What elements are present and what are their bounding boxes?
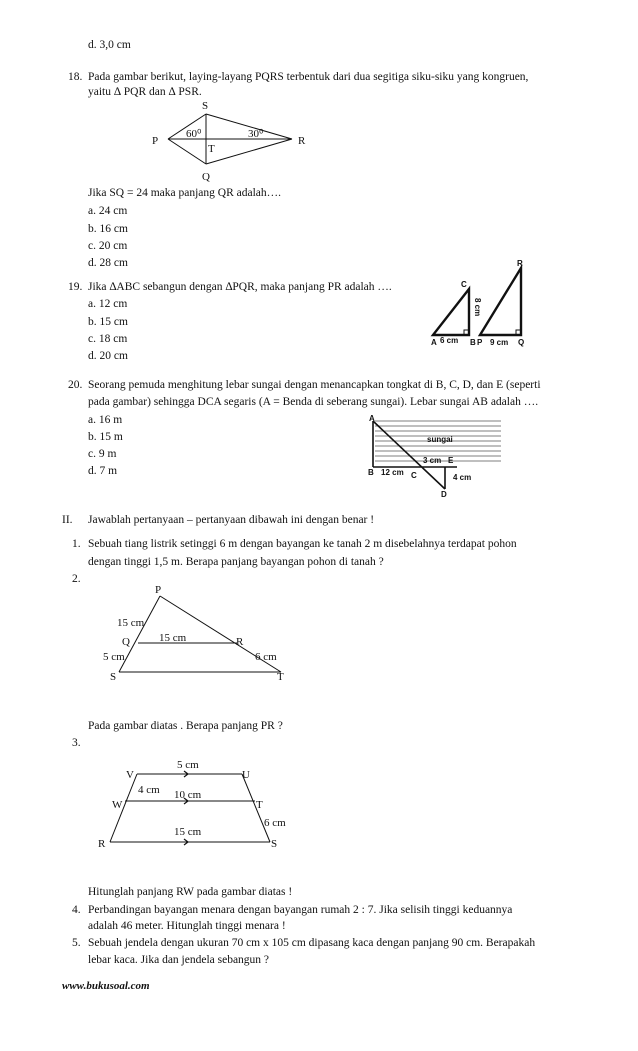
edge-ps — [119, 596, 160, 672]
kite-edge-qp — [168, 139, 206, 164]
river-label-d: D — [441, 490, 447, 497]
tri-label-q: Q — [518, 338, 525, 347]
fig2-label-rt: 6 cm — [255, 651, 277, 663]
e3-question: Hitunglah panjang RW pada gambar diatas ! — [88, 886, 293, 898]
fig2-label-q: Q — [122, 636, 130, 648]
tri-label-ab: 6 cm — [440, 336, 459, 345]
section2-heading: Jawablah pertanyaan – pertanyaan dibawah ini dengan benar ! — [88, 514, 375, 526]
river-label-ce: 3 cm — [423, 456, 442, 465]
tri-label-p: P — [477, 338, 483, 347]
fig3-label-t: T — [256, 799, 263, 811]
river-label-e: E — [448, 456, 454, 465]
fig3-label-r: R — [98, 838, 106, 850]
e5-text-line1: Sebuah jendela dengan ukuran 70 cm x 105 cm dipasang kaca dengan panjang 90 cm. Berapakah — [88, 937, 536, 949]
e5-text-line2: lebar kaca. Jika dan jendela sebangun ? — [88, 954, 270, 966]
q17-option-d: d. 3,0 cm — [88, 39, 131, 51]
q18-option-a: a. 24 cm — [88, 205, 128, 217]
footer-site-link[interactable]: www.bukusoal.com — [62, 980, 150, 992]
tri-label-bc: 8 cm — [473, 298, 482, 317]
triangle-abc — [433, 289, 469, 335]
fig2-label-s: S — [110, 671, 117, 683]
triangle-pqr — [480, 268, 521, 335]
kite-label-r: R — [298, 135, 306, 147]
river-label-ed: 4 cm — [453, 473, 472, 482]
kite-label-p: P — [152, 135, 159, 147]
e2-triangle-figure — [95, 583, 305, 683]
q20-option-a: a. 16 m — [88, 414, 123, 426]
fig3-label-ts: 6 cm — [264, 817, 286, 829]
kite-angle-r: 30⁰ — [248, 128, 264, 140]
e1-text-line1: Sebuah tiang listrik setinggi 6 m dengan bayangan ke tanah 2 m disebelahnya terdapat pohon — [88, 538, 517, 550]
tri-label-pq: 9 cm — [490, 338, 509, 347]
e1-text-line2: dengan tinggi 1,5 m. Berapa panjang bayangan pohon di tanah ? — [88, 556, 384, 568]
fig2-label-t: T — [277, 671, 284, 683]
e1-number: 1. — [72, 538, 81, 550]
e4-text-line2: adalah 46 meter. Hitunglah tinggi menara ! — [88, 920, 286, 932]
fig3-label-wt: 10 cm — [174, 789, 202, 801]
q19-number: 19. — [68, 281, 83, 293]
kite-edge-rq — [206, 139, 292, 164]
q18-kite-figure — [140, 96, 320, 188]
q18-number: 18. — [68, 71, 83, 83]
river-label-c: C — [411, 471, 417, 480]
section2-roman: II. — [62, 514, 73, 526]
fig3-label-rs: 15 cm — [174, 826, 202, 838]
tri-label-b: B — [470, 338, 476, 347]
q20-text-line1: Seorang pemuda menghitung lebar sungai dengan menancapkan tongkat di B, C, D, dan E (seperti — [88, 379, 541, 391]
river-label-b: B — [368, 468, 374, 477]
q18-text-line2: yaitu ∆ PQR dan ∆ PSR. — [88, 86, 202, 98]
q19-option-b: b. 15 cm — [88, 316, 128, 328]
q20-option-b: b. 15 m — [88, 431, 123, 443]
fig2-label-r: R — [236, 636, 244, 648]
fig2-label-p: P — [155, 584, 162, 596]
river-label-bc: 12 cm — [381, 468, 404, 477]
tri-label-r: R — [517, 259, 523, 268]
q19-triangles-figure — [425, 256, 543, 348]
fig3-label-vw: 4 cm — [138, 784, 160, 796]
e5-number: 5. — [72, 937, 81, 949]
q18-option-c: c. 20 cm — [88, 240, 128, 252]
q20-river-figure — [365, 413, 505, 497]
q18-option-b: b. 16 cm — [88, 223, 128, 235]
q18-condition: Jika SQ = 24 maka panjang QR adalah…. — [88, 187, 282, 199]
kite-label-t: T — [208, 143, 215, 155]
fig3-label-v: V — [126, 769, 134, 781]
kite-label-q: Q — [202, 171, 210, 183]
q18-text-line1: Pada gambar berikut, laying-layang PQRS terbentuk dari dua segitiga siku-siku yang kongruen, — [88, 71, 529, 83]
kite-angle-p: 60⁰ — [186, 128, 202, 140]
q19-option-c: c. 18 cm — [88, 333, 128, 345]
fig3-label-w: W — [112, 799, 123, 811]
tri-label-c: C — [461, 280, 467, 289]
q20-number: 20. — [68, 379, 83, 391]
q20-text-line2: pada gambar) sehingga DCA segaris (A = Benda di seberang sungai). Lebar sungai AB adalah …. — [88, 396, 539, 408]
river-label-text: sungai — [427, 435, 453, 444]
e3-number: 3. — [72, 737, 81, 749]
fig2-label-pq: 15 cm — [117, 617, 145, 629]
fig3-label-s: S — [271, 838, 278, 850]
q19-option-d: d. 20 cm — [88, 350, 128, 362]
e3-trapezoid-figure — [90, 754, 300, 852]
river-label-a: A — [369, 414, 375, 423]
e4-text-line1: Perbandingan bayangan menara dengan bayangan rumah 2 : 7. Jika selisih tinggi keduannya — [88, 904, 513, 916]
q20-option-c: c. 9 m — [88, 448, 117, 460]
fig2-label-qr: 15 cm — [159, 632, 187, 644]
q18-option-d: d. 28 cm — [88, 257, 128, 269]
q19-text: Jika ∆ABC sebangun dengan ∆PQR, maka panjang PR adalah …. — [88, 281, 392, 293]
q19-option-a: a. 12 cm — [88, 298, 128, 310]
fig3-label-vu: 5 cm — [177, 759, 199, 771]
fig2-label-qs: 5 cm — [103, 651, 125, 663]
tri-label-a: A — [431, 338, 437, 347]
kite-label-s: S — [202, 100, 209, 112]
e2-number: 2. — [72, 573, 81, 585]
fig3-label-u: U — [242, 769, 250, 781]
e4-number: 4. — [72, 904, 81, 916]
e2-question: Pada gambar diatas . Berapa panjang PR ? — [88, 720, 283, 732]
q20-option-d: d. 7 m — [88, 465, 118, 477]
